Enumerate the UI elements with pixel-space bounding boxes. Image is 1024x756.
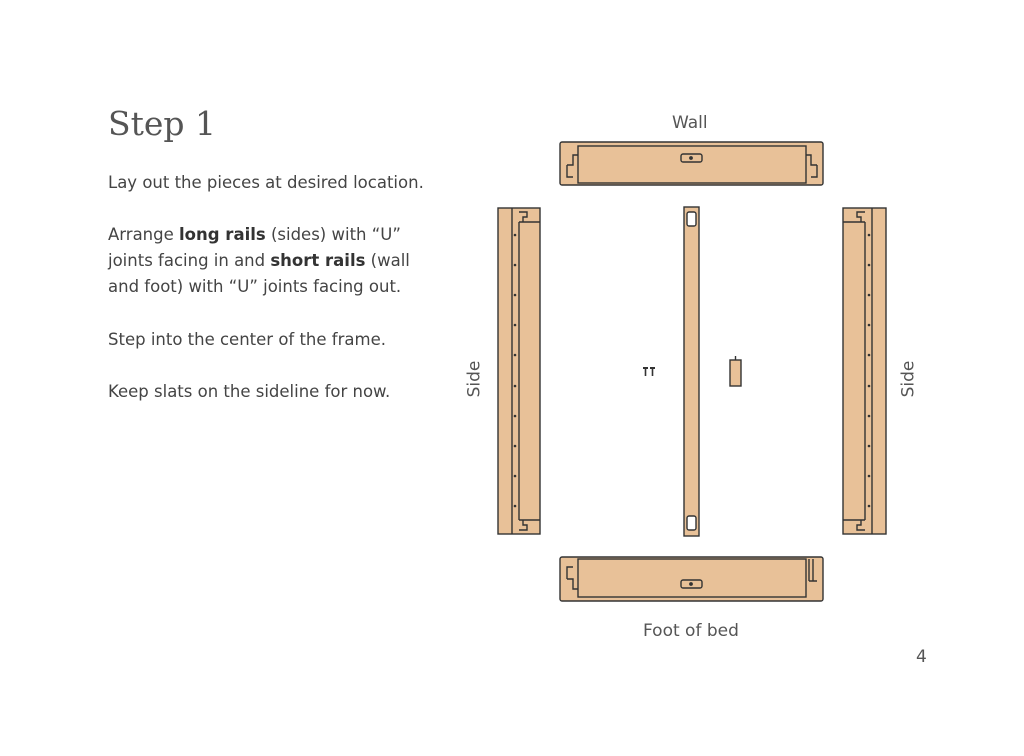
label-side-right: Side [898,360,919,398]
right-side-rail [843,208,886,534]
screws-icon [643,367,655,376]
instruction-layout: Lay out the pieces at desired location. [108,173,424,192]
instruction-slats: Keep slats on the sideline for now. [108,382,391,401]
page-title: Step 1 [108,104,217,143]
foot-rail [560,557,823,601]
bold-short-rails: short rails [270,251,366,270]
bold-long-rails: long rails [179,225,266,244]
text: Arrange [108,225,180,244]
label-side-left: Side [464,360,485,398]
text: (wall and foot) with “U” joints facing out. [108,251,410,296]
left-side-rail [498,208,540,534]
center-slat [684,207,699,536]
wall-rail [560,142,823,185]
text: (sides) with “U” joints facing in and [108,225,401,270]
instruction-step-in: Step into the center of the frame. [108,330,386,349]
page-number: 4 [916,647,927,667]
label-foot-of-bed: Foot of bed [643,621,739,641]
spacer-block [730,356,741,386]
label-wall: Wall [672,113,708,133]
